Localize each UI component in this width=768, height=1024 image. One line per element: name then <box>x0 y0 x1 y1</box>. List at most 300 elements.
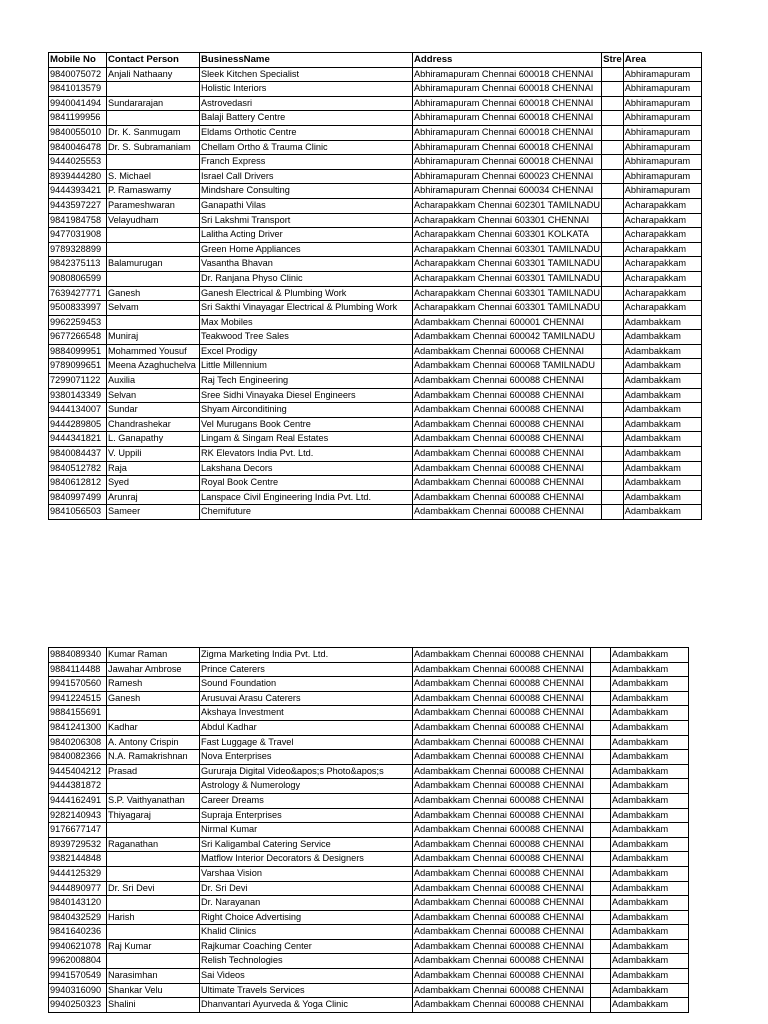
table-row <box>49 417 702 432</box>
mobile-cell: 9445404212 <box>49 764 107 779</box>
address-text: Adambakkam Chennai 600088 CHENNAI <box>414 721 585 732</box>
business-cell: Sleek Kitchen Specialist <box>200 67 413 82</box>
address-cell <box>413 301 602 316</box>
address-cell <box>413 896 591 911</box>
area-cell: Adambakkam <box>623 388 701 403</box>
area-cell: Abhiramapuram <box>623 169 701 184</box>
address-text: Abhiramapuram Chennai 600018 CHENNAI <box>414 83 594 94</box>
address-text: Adambakkam Chennai 600088 CHENNAI <box>414 911 585 922</box>
business-cell: Balaji Battery Centre <box>200 111 413 126</box>
area-cell: Adambakkam <box>611 808 689 823</box>
address-cell <box>413 662 591 677</box>
business-cell: Royal Book Centre <box>200 476 413 491</box>
contact-cell: Kumar Raman <box>107 648 200 663</box>
stre-cell <box>602 228 624 243</box>
address-text: Abhiramapuram Chennai 600018 CHENNAI <box>414 156 594 167</box>
address-text: Adambakkam Chennai 600088 CHENNAI <box>414 780 585 791</box>
mobile-cell: 9941570549 <box>49 969 107 984</box>
address-text: Adambakkam Chennai 600088 CHENNAI <box>414 736 585 747</box>
contact-cell: Sundar <box>107 403 200 418</box>
contact-cell <box>107 852 200 867</box>
table-row <box>49 461 702 476</box>
area-cell: Adambakkam <box>623 374 701 389</box>
stre-cell <box>602 359 624 374</box>
stre-cell <box>602 184 624 199</box>
mobile-cell: 7639427771 <box>49 286 107 301</box>
address-cell <box>413 417 602 432</box>
mobile-cell: 9444162491 <box>49 793 107 808</box>
mobile-cell: 9841241300 <box>49 720 107 735</box>
address-text: Acharapakkam Chennai 603301 TAMILNADU <box>414 258 601 269</box>
contact-cell: S. Michael <box>107 169 200 184</box>
table-row <box>49 866 689 881</box>
area-cell: Adambakkam <box>611 983 689 998</box>
table-row <box>49 213 702 228</box>
mobile-cell: 9443597227 <box>49 198 107 213</box>
address-text: Adambakkam Chennai 600088 CHENNAI <box>414 462 585 473</box>
area-cell: Adambakkam <box>611 677 689 692</box>
business-cell: Israel Call Drivers <box>200 169 413 184</box>
area-cell: Adambakkam <box>611 662 689 677</box>
address-text: Adambakkam Chennai 600088 CHENNAI <box>414 970 585 981</box>
table-row <box>49 720 689 735</box>
address-text: Adambakkam Chennai 600042 TAMILNADU <box>414 331 595 342</box>
business-cell: Arusuvai Arasu Caterers <box>200 691 413 706</box>
table-row <box>49 837 689 852</box>
area-cell: Acharapakkam <box>623 198 701 213</box>
contact-cell: Selvan <box>107 388 200 403</box>
mobile-cell: 9444134007 <box>49 403 107 418</box>
area-cell: Adambakkam <box>611 954 689 969</box>
business-cell: Shyam Airconditining <box>200 403 413 418</box>
area-cell: Adambakkam <box>623 359 701 374</box>
address-cell <box>413 155 602 170</box>
contact-cell: L. Ganapathy <box>107 432 200 447</box>
address-text: Adambakkam Chennai 600088 CHENNAI <box>414 940 585 951</box>
stre-cell <box>591 779 611 794</box>
contact-cell: V. Uppili <box>107 447 200 462</box>
contact-cell <box>107 242 200 257</box>
table-row <box>49 505 702 520</box>
address-cell <box>413 837 591 852</box>
mobile-cell: 9444890977 <box>49 881 107 896</box>
table-row <box>49 242 702 257</box>
address-cell <box>413 82 602 97</box>
contact-cell: Chandrashekar <box>107 417 200 432</box>
address-cell <box>413 461 602 476</box>
address-cell <box>413 925 591 940</box>
address-text: Adambakkam Chennai 600088 CHENNAI <box>414 404 585 415</box>
business-cell: Teakwood Tree Sales <box>200 330 413 345</box>
stre-cell <box>591 969 611 984</box>
business-cell: Sri Lakshmi Transport <box>200 213 413 228</box>
business-cell: Eldams Orthotic Centre <box>200 125 413 140</box>
stre-cell <box>591 691 611 706</box>
business-cell: Mindshare Consulting <box>200 184 413 199</box>
contact-cell: Meena Azaghuchelva <box>107 359 200 374</box>
stre-cell <box>602 432 624 447</box>
table-row <box>49 954 689 969</box>
stre-cell <box>602 374 624 389</box>
area-cell: Adambakkam <box>611 896 689 911</box>
area-cell: Abhiramapuram <box>623 155 701 170</box>
table-row <box>49 403 702 418</box>
area-cell: Adambakkam <box>623 505 701 520</box>
mobile-cell: 9884114488 <box>49 662 107 677</box>
contact-cell: Sundararajan <box>107 96 200 111</box>
area-cell: Abhiramapuram <box>623 125 701 140</box>
address-text: Adambakkam Chennai 600088 CHENNAI <box>414 999 585 1010</box>
stre-cell <box>591 648 611 663</box>
business-cell: Raj Tech Engineering <box>200 374 413 389</box>
contact-cell: Sameer <box>107 505 200 520</box>
contact-cell: Syed <box>107 476 200 491</box>
address-cell <box>413 750 591 765</box>
stre-cell <box>591 896 611 911</box>
address-text: Abhiramapuram Chennai 600018 CHENNAI <box>414 68 594 79</box>
stre-cell <box>602 286 624 301</box>
contact-cell <box>107 271 200 286</box>
address-cell <box>413 910 591 925</box>
address-text: Adambakkam Chennai 600088 CHENNAI <box>414 491 585 502</box>
business-cell: Nirmal Kumar <box>200 823 413 838</box>
contact-cell <box>107 706 200 721</box>
stre-cell <box>602 330 624 345</box>
area-cell: Acharapakkam <box>623 301 701 316</box>
area-cell: Adambakkam <box>623 344 701 359</box>
mobile-cell: 7299071122 <box>49 374 107 389</box>
address-cell <box>413 403 602 418</box>
table-row <box>49 750 689 765</box>
address-cell <box>413 808 591 823</box>
area-cell: Adambakkam <box>611 648 689 663</box>
stre-cell <box>591 793 611 808</box>
table-row <box>49 881 689 896</box>
address-cell <box>413 388 602 403</box>
table-row <box>49 432 702 447</box>
table-row <box>49 228 702 243</box>
mobile-cell: 9941570560 <box>49 677 107 692</box>
address-cell <box>413 735 591 750</box>
contact-cell: Ramesh <box>107 677 200 692</box>
address-text: Abhiramapuram Chennai 600023 CHENNAI <box>414 170 594 181</box>
address-text: Adambakkam Chennai 600088 CHENNAI <box>414 433 585 444</box>
business-cell: Chemifuture <box>200 505 413 520</box>
address-cell <box>413 983 591 998</box>
mobile-cell: 9842375113 <box>49 257 107 272</box>
business-cell: Dr. Sri Devi <box>200 881 413 896</box>
area-cell: Abhiramapuram <box>623 184 701 199</box>
business-cell: Dhanvantari Ayurveda & Yoga Clinic <box>200 998 413 1013</box>
mobile-cell: 9380143349 <box>49 388 107 403</box>
business-cell: Sri Sakthi Vinayagar Electrical & Plumbing Work <box>200 301 413 316</box>
contact-cell <box>107 155 200 170</box>
address-text: Adambakkam Chennai 600068 TAMILNADU <box>414 360 595 371</box>
contact-cell: Auxilia <box>107 374 200 389</box>
stre-cell <box>591 852 611 867</box>
address-cell <box>413 198 602 213</box>
business-cell: Excel Prodigy <box>200 344 413 359</box>
contact-cell: Dr. K. Sanmugam <box>107 125 200 140</box>
address-cell <box>413 691 591 706</box>
contact-cell: Anjali Nathaany <box>107 67 200 82</box>
business-cell: Career Dreams <box>200 793 413 808</box>
address-cell <box>413 213 602 228</box>
address-cell <box>413 432 602 447</box>
stre-cell <box>591 837 611 852</box>
stre-cell <box>591 998 611 1013</box>
address-cell <box>413 720 591 735</box>
address-cell <box>413 476 602 491</box>
mobile-cell: 9500833997 <box>49 301 107 316</box>
contact-cell: Dr. Sri Devi <box>107 881 200 896</box>
area-cell: Acharapakkam <box>623 213 701 228</box>
header-address: Address <box>413 53 602 68</box>
address-text: Adambakkam Chennai 600088 CHENNAI <box>414 678 585 689</box>
business-cell: Franch Express <box>200 155 413 170</box>
stre-cell <box>591 735 611 750</box>
address-text: Adambakkam Chennai 600088 CHENNAI <box>414 477 585 488</box>
contact-cell: Muniraj <box>107 330 200 345</box>
mobile-cell: 9382144848 <box>49 852 107 867</box>
area-cell: Adambakkam <box>611 866 689 881</box>
contact-cell: Raganathan <box>107 837 200 852</box>
business-cell: Chellam Ortho & Trauma Clinic <box>200 140 413 155</box>
contact-cell <box>107 823 200 838</box>
stre-cell <box>591 706 611 721</box>
mobile-cell: 9444393421 <box>49 184 107 199</box>
mobile-cell: 9789099651 <box>49 359 107 374</box>
stre-cell <box>591 720 611 735</box>
mobile-cell: 9080806599 <box>49 271 107 286</box>
address-cell <box>413 242 602 257</box>
table-row <box>49 852 689 867</box>
area-cell: Abhiramapuram <box>623 96 701 111</box>
table-row <box>49 706 689 721</box>
area-cell: Adambakkam <box>611 706 689 721</box>
address-text: Abhiramapuram Chennai 600034 CHENNAI <box>414 185 594 196</box>
table-row <box>49 198 702 213</box>
table-row <box>49 476 702 491</box>
area-cell: Abhiramapuram <box>623 67 701 82</box>
address-cell <box>413 374 602 389</box>
header-contact: Contact Person <box>107 53 200 68</box>
stre-cell <box>602 505 624 520</box>
mobile-cell: 9789328899 <box>49 242 107 257</box>
mobile-cell: 9884089340 <box>49 648 107 663</box>
address-text: Acharapakkam Chennai 603301 TAMILNADU <box>414 287 601 298</box>
mobile-cell: 9840046478 <box>49 140 107 155</box>
business-cell: Varshaa Vision <box>200 866 413 881</box>
address-text: Adambakkam Chennai 600088 CHENNAI <box>414 389 585 400</box>
address-text: Abhiramapuram Chennai 600018 CHENNAI <box>414 97 594 108</box>
area-cell: Adambakkam <box>623 330 701 345</box>
stre-cell <box>591 808 611 823</box>
table-row <box>49 125 702 140</box>
table-row <box>49 677 689 692</box>
address-cell <box>413 125 602 140</box>
mobile-cell: 9884155691 <box>49 706 107 721</box>
area-cell: Adambakkam <box>611 910 689 925</box>
area-cell: Adambakkam <box>611 998 689 1013</box>
business-cell: Vasantha Bhavan <box>200 257 413 272</box>
stre-cell <box>602 169 624 184</box>
table-row <box>49 140 702 155</box>
address-cell <box>413 881 591 896</box>
stre-cell <box>591 939 611 954</box>
address-text: Abhiramapuram Chennai 600018 CHENNAI <box>414 126 594 137</box>
contact-cell <box>107 866 200 881</box>
table-row <box>49 939 689 954</box>
contact-cell: Selvam <box>107 301 200 316</box>
mobile-cell: 9962259453 <box>49 315 107 330</box>
stre-cell <box>602 140 624 155</box>
area-cell: Adambakkam <box>611 735 689 750</box>
contact-cell: Parameshwaran <box>107 198 200 213</box>
header-row <box>49 53 702 68</box>
address-cell <box>413 169 602 184</box>
header-area: Area <box>623 53 701 68</box>
address-text: Adambakkam Chennai 600068 CHENNAI <box>414 345 585 356</box>
stre-cell <box>602 67 624 82</box>
stre-cell <box>602 198 624 213</box>
stre-cell <box>591 881 611 896</box>
contact-cell: P. Ramaswamy <box>107 184 200 199</box>
address-text: Adambakkam Chennai 600088 CHENNAI <box>414 955 585 966</box>
area-cell: Adambakkam <box>611 852 689 867</box>
stre-cell <box>591 910 611 925</box>
business-cell: RK Elevators India Pvt. Ltd. <box>200 447 413 462</box>
stre-cell <box>602 82 624 97</box>
table-row <box>49 359 702 374</box>
address-text: Adambakkam Chennai 600088 CHENNAI <box>414 867 585 878</box>
address-cell <box>413 286 602 301</box>
area-cell: Acharapakkam <box>623 286 701 301</box>
header-mobile: Mobile No <box>49 53 107 68</box>
stre-cell <box>602 447 624 462</box>
address-text: Adambakkam Chennai 600088 CHENNAI <box>414 707 585 718</box>
area-cell: Adambakkam <box>611 969 689 984</box>
address-cell <box>413 359 602 374</box>
area-cell: Adambakkam <box>623 315 701 330</box>
address-cell <box>413 648 591 663</box>
contact-cell: A. Antony Crispin <box>107 735 200 750</box>
mobile-cell: 9941224515 <box>49 691 107 706</box>
table-row <box>49 779 689 794</box>
table-row <box>49 490 702 505</box>
mobile-cell: 9884099951 <box>49 344 107 359</box>
business-cell: Right Choice Advertising <box>200 910 413 925</box>
area-cell: Adambakkam <box>611 779 689 794</box>
address-text: Acharapakkam Chennai 603301 TAMILNADU <box>414 243 601 254</box>
mobile-cell: 9841199956 <box>49 111 107 126</box>
area-cell: Adambakkam <box>611 823 689 838</box>
business-cell: Gururaja Digital Video&apos;s Photo&apos;s <box>200 764 413 779</box>
mobile-cell: 9444289805 <box>49 417 107 432</box>
mobile-cell: 9940621078 <box>49 939 107 954</box>
contact-cell: Mohammed Yousuf <box>107 344 200 359</box>
header-stre: Stre <box>602 53 624 68</box>
contact-cell: S.P. Vaithyanathan <box>107 793 200 808</box>
stre-cell <box>602 417 624 432</box>
business-cell: Ganapathi Vilas <box>200 198 413 213</box>
address-text: Adambakkam Chennai 600088 CHENNAI <box>414 375 585 386</box>
address-cell <box>413 344 602 359</box>
table-row <box>49 257 702 272</box>
stre-cell <box>602 271 624 286</box>
contact-cell: Kadhar <box>107 720 200 735</box>
address-cell <box>413 228 602 243</box>
contact-cell: Balamurugan <box>107 257 200 272</box>
table-row <box>49 67 702 82</box>
stre-cell <box>602 388 624 403</box>
stre-cell <box>591 750 611 765</box>
mobile-cell: 9677266548 <box>49 330 107 345</box>
mobile-cell: 9840432529 <box>49 910 107 925</box>
mobile-cell: 9840084437 <box>49 447 107 462</box>
contact-cell: Raja <box>107 461 200 476</box>
area-cell: Adambakkam <box>623 461 701 476</box>
address-text: Adambakkam Chennai 600088 CHENNAI <box>414 448 585 459</box>
address-text: Acharapakkam Chennai 602301 TAMILNADU <box>414 199 601 210</box>
mobile-cell: 9940041494 <box>49 96 107 111</box>
business-cell: Lalitha Acting Driver <box>200 228 413 243</box>
business-cell: Zigma Marketing India Pvt. Ltd. <box>200 648 413 663</box>
stre-cell <box>602 213 624 228</box>
mobile-cell: 9444125329 <box>49 866 107 881</box>
table-row <box>49 691 689 706</box>
address-text: Acharapakkam Chennai 603301 TAMILNADU <box>414 302 601 313</box>
mobile-cell: 9840055010 <box>49 125 107 140</box>
business-cell: Ultimate Travels Services <box>200 983 413 998</box>
address-text: Adambakkam Chennai 600088 CHENNAI <box>414 506 585 517</box>
area-cell: Adambakkam <box>623 476 701 491</box>
address-text: Adambakkam Chennai 600088 CHENNAI <box>414 663 585 674</box>
address-cell <box>413 330 602 345</box>
mobile-cell: 9841640236 <box>49 925 107 940</box>
area-cell: Adambakkam <box>611 939 689 954</box>
business-cell: Holistic Interiors <box>200 82 413 97</box>
business-cell: Sai Videos <box>200 969 413 984</box>
address-text: Adambakkam Chennai 600088 CHENNAI <box>414 418 585 429</box>
address-text: Adambakkam Chennai 600088 CHENNAI <box>414 751 585 762</box>
stre-cell <box>602 403 624 418</box>
business-cell: Lanspace Civil Engineering India Pvt. Ltd. <box>200 490 413 505</box>
table-row <box>49 983 689 998</box>
business-cell: Astrovedasri <box>200 96 413 111</box>
stre-cell <box>602 125 624 140</box>
address-text: Abhiramapuram Chennai 600018 CHENNAI <box>414 112 594 123</box>
mobile-cell: 9840206308 <box>49 735 107 750</box>
address-text: Adambakkam Chennai 600088 CHENNAI <box>414 692 585 703</box>
area-cell: Acharapakkam <box>623 228 701 243</box>
area-cell: Acharapakkam <box>623 242 701 257</box>
business-cell: Matflow Interior Decorators & Designers <box>200 852 413 867</box>
table-row <box>49 793 689 808</box>
address-cell <box>413 447 602 462</box>
contacts-table-1 <box>48 52 702 520</box>
contact-cell: Jawahar Ambrose <box>107 662 200 677</box>
business-cell: Prince Caterers <box>200 662 413 677</box>
mobile-cell: 9940316090 <box>49 983 107 998</box>
business-cell: Lakshana Decors <box>200 461 413 476</box>
address-text: Adambakkam Chennai 600088 CHENNAI <box>414 897 585 908</box>
address-cell <box>413 954 591 969</box>
area-cell: Adambakkam <box>611 793 689 808</box>
table-row <box>49 169 702 184</box>
business-cell: Lingam & Singam Real Estates <box>200 432 413 447</box>
table-row <box>49 925 689 940</box>
